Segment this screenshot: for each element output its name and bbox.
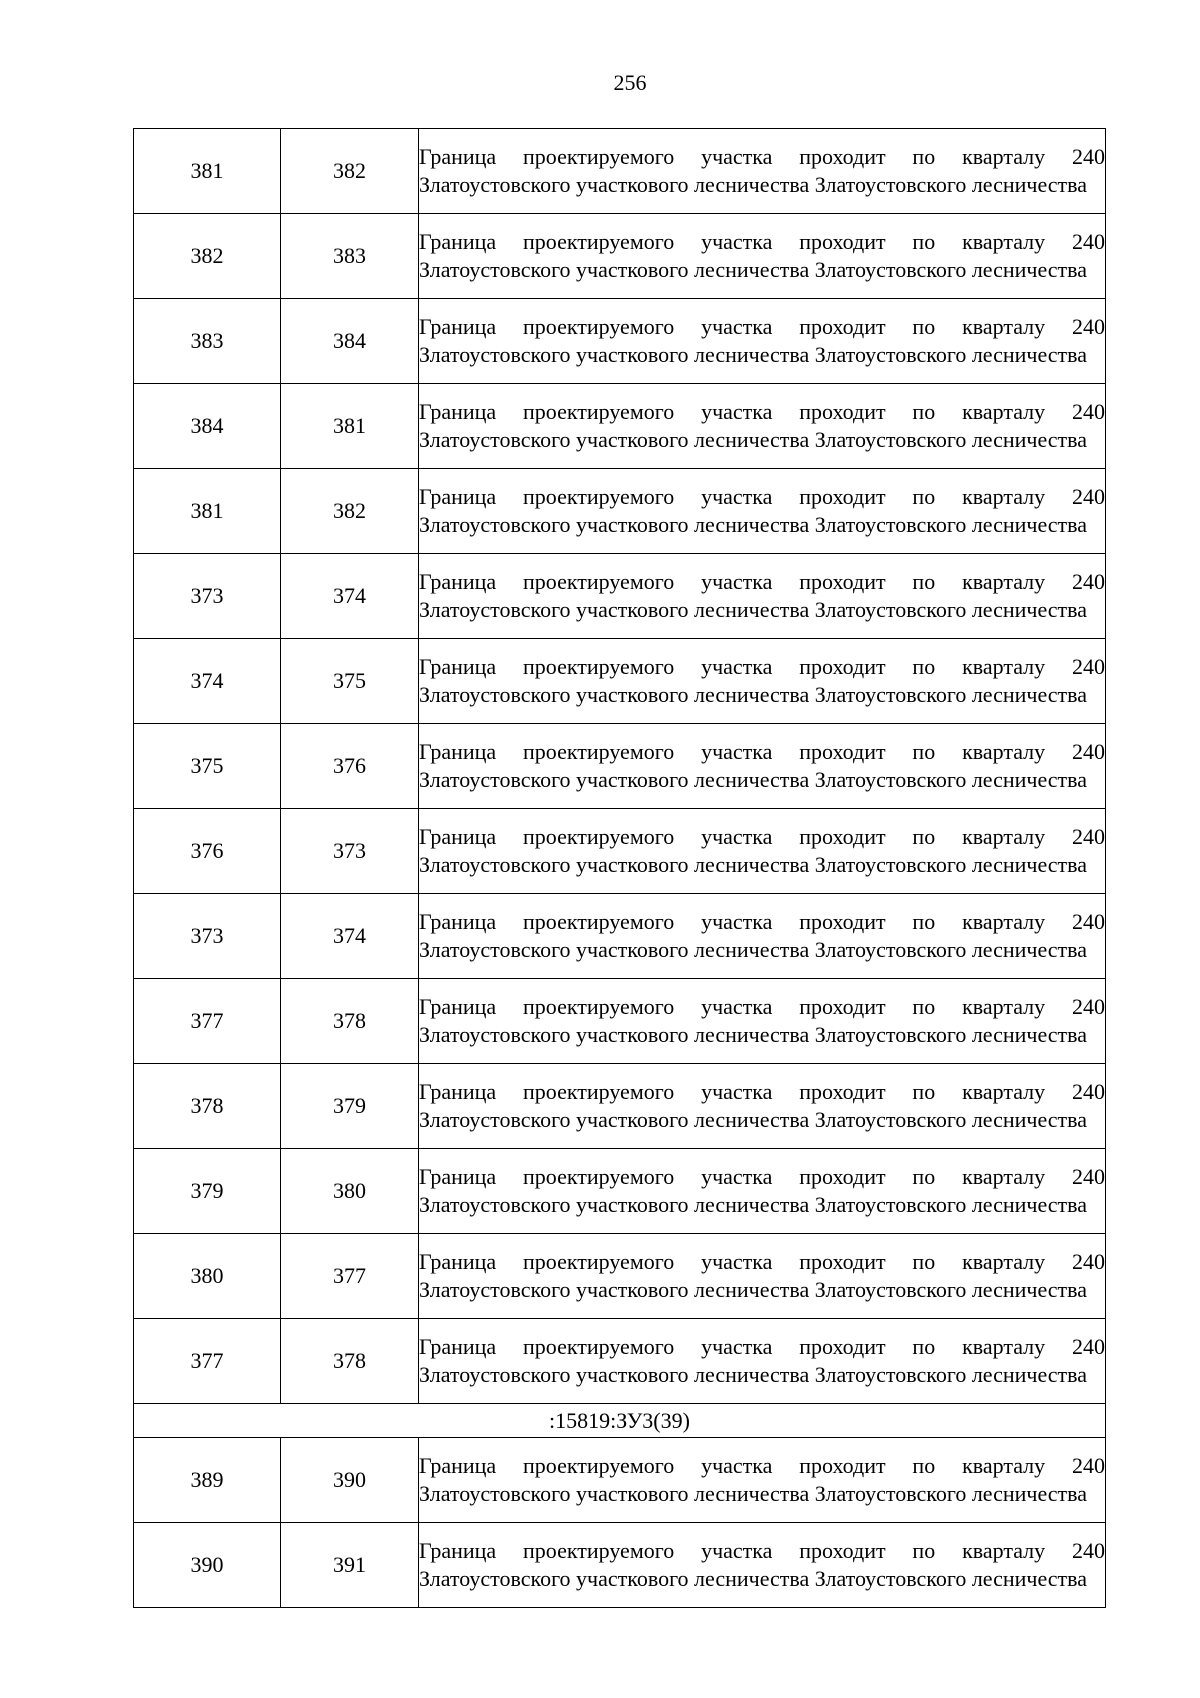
table-row xyxy=(134,469,1106,554)
point-from-cell: 380 xyxy=(134,1234,281,1319)
boundary-description-cell xyxy=(419,639,1106,724)
boundary-description: Граница проектируемого участка проходит по кварталу 240 Златоустовского участкового лесничества Златоустовского лесничества xyxy=(419,144,1105,197)
point-to-cell: 381 xyxy=(281,384,419,469)
table-row xyxy=(134,384,1106,469)
boundary-description-cell xyxy=(419,299,1106,384)
point-to-cell: 383 xyxy=(281,214,419,299)
table-row xyxy=(134,1234,1106,1319)
boundary-description: Граница проектируемого участка проходит по кварталу 240 Златоустовского участкового лесничества Златоустовского лесничества xyxy=(419,1164,1105,1217)
point-to-cell: 390 xyxy=(281,1438,419,1523)
point-from-cell: 375 xyxy=(134,724,281,809)
boundary-description: Граница проектируемого участка проходит по кварталу 240 Златоустовского участкового лесничества Златоустовского лесничества xyxy=(419,399,1105,452)
boundary-description: Граница проектируемого участка проходит по кварталу 240 Златоустовского участкового лесничества Златоустовского лесничества xyxy=(419,1249,1105,1302)
table-row xyxy=(134,129,1106,214)
point-to-cell: 379 xyxy=(281,1064,419,1149)
boundary-description: Граница проектируемого участка проходит по кварталу 240 Златоустовского участкового лесничества Златоустовского лесничества xyxy=(419,484,1105,537)
boundary-description-cell xyxy=(419,1319,1106,1404)
boundary-description-cell xyxy=(419,1234,1106,1319)
boundary-description-cell xyxy=(419,1149,1106,1234)
point-from-cell: 377 xyxy=(134,979,281,1064)
boundary-description: Граница проектируемого участка проходит по кварталу 240 Златоустовского участкового лесничества Златоустовского лесничества xyxy=(419,569,1105,622)
table-row xyxy=(134,1438,1106,1523)
boundary-description: Граница проектируемого участка проходит по кварталу 240 Златоустовского участкового лесничества Златоустовского лесничества xyxy=(419,994,1105,1047)
boundary-description-cell xyxy=(419,214,1106,299)
boundary-description-cell xyxy=(419,894,1106,979)
section-heading: :15819:ЗУ3(39) xyxy=(134,1404,1106,1438)
point-from-cell: 377 xyxy=(134,1319,281,1404)
boundary-description: Граница проектируемого участка проходит по кварталу 240 Златоустовского участкового лесничества Златоустовского лесничества xyxy=(419,314,1105,367)
point-to-cell: 391 xyxy=(281,1523,419,1608)
table-row xyxy=(134,1523,1106,1608)
table-row xyxy=(134,1319,1106,1404)
table-row xyxy=(134,809,1106,894)
table-row xyxy=(134,1149,1106,1234)
table-row xyxy=(134,554,1106,639)
boundary-description-cell xyxy=(419,809,1106,894)
boundary-description-cell xyxy=(419,1064,1106,1149)
point-to-cell: 377 xyxy=(281,1234,419,1319)
boundary-description-cell xyxy=(419,469,1106,554)
table-body xyxy=(134,129,1106,1608)
boundary-description: Граница проектируемого участка проходит по кварталу 240 Златоустовского участкового лесничества Златоустовского лесничества xyxy=(419,229,1105,282)
point-to-cell: 382 xyxy=(281,129,419,214)
point-from-cell: 389 xyxy=(134,1438,281,1523)
point-to-cell: 376 xyxy=(281,724,419,809)
point-from-cell: 373 xyxy=(134,554,281,639)
page-number: 256 xyxy=(613,70,647,95)
table-row xyxy=(134,1064,1106,1149)
table-row xyxy=(134,639,1106,724)
boundary-description-cell xyxy=(419,979,1106,1064)
point-from-cell: 374 xyxy=(134,639,281,724)
boundary-description-cell xyxy=(419,1438,1106,1523)
point-from-cell: 381 xyxy=(134,469,281,554)
boundary-description: Граница проектируемого участка проходит по кварталу 240 Златоустовского участкового лесничества Златоустовского лесничества xyxy=(419,739,1105,792)
table-row xyxy=(134,214,1106,299)
point-to-cell: 374 xyxy=(281,554,419,639)
table-row xyxy=(134,894,1106,979)
point-from-cell: 382 xyxy=(134,214,281,299)
boundary-description: Граница проектируемого участка проходит по кварталу 240 Златоустовского участкового лесничества Златоустовского лесничества xyxy=(419,1538,1105,1591)
boundary-description: Граница проектируемого участка проходит по кварталу 240 Златоустовского участкового лесничества Златоустовского лесничества xyxy=(419,1334,1105,1387)
point-from-cell: 373 xyxy=(134,894,281,979)
point-from-cell: 383 xyxy=(134,299,281,384)
boundary-description-cell xyxy=(419,554,1106,639)
point-to-cell: 384 xyxy=(281,299,419,384)
boundary-description: Граница проектируемого участка проходит по кварталу 240 Златоустовского участкового лесничества Златоустовского лесничества xyxy=(419,1079,1105,1132)
point-to-cell: 378 xyxy=(281,979,419,1064)
point-from-cell: 378 xyxy=(134,1064,281,1149)
boundary-description: Граница проектируемого участка проходит по кварталу 240 Златоустовского участкового лесничества Златоустовского лесничества xyxy=(419,909,1105,962)
point-from-cell: 384 xyxy=(134,384,281,469)
point-to-cell: 373 xyxy=(281,809,419,894)
point-to-cell: 375 xyxy=(281,639,419,724)
table-row xyxy=(134,979,1106,1064)
table-row xyxy=(134,299,1106,384)
boundary-description: Граница проектируемого участка проходит по кварталу 240 Златоустовского участкового лесничества Златоустовского лесничества xyxy=(419,654,1105,707)
boundary-description-cell xyxy=(419,384,1106,469)
point-from-cell: 376 xyxy=(134,809,281,894)
section-heading-row xyxy=(134,1404,1106,1438)
boundary-table xyxy=(133,128,1106,1608)
point-from-cell: 379 xyxy=(134,1149,281,1234)
point-to-cell: 378 xyxy=(281,1319,419,1404)
boundary-description-cell xyxy=(419,1523,1106,1608)
point-to-cell: 380 xyxy=(281,1149,419,1234)
table-row xyxy=(134,724,1106,809)
point-to-cell: 382 xyxy=(281,469,419,554)
boundary-description-cell xyxy=(419,724,1106,809)
point-to-cell: 374 xyxy=(281,894,419,979)
point-from-cell: 381 xyxy=(134,129,281,214)
boundary-description-cell xyxy=(419,129,1106,214)
boundary-description: Граница проектируемого участка проходит по кварталу 240 Златоустовского участкового лесничества Златоустовского лесничества xyxy=(419,1453,1105,1506)
boundary-description: Граница проектируемого участка проходит по кварталу 240 Златоустовского участкового лесничества Златоустовского лесничества xyxy=(419,824,1105,877)
point-from-cell: 390 xyxy=(134,1523,281,1608)
